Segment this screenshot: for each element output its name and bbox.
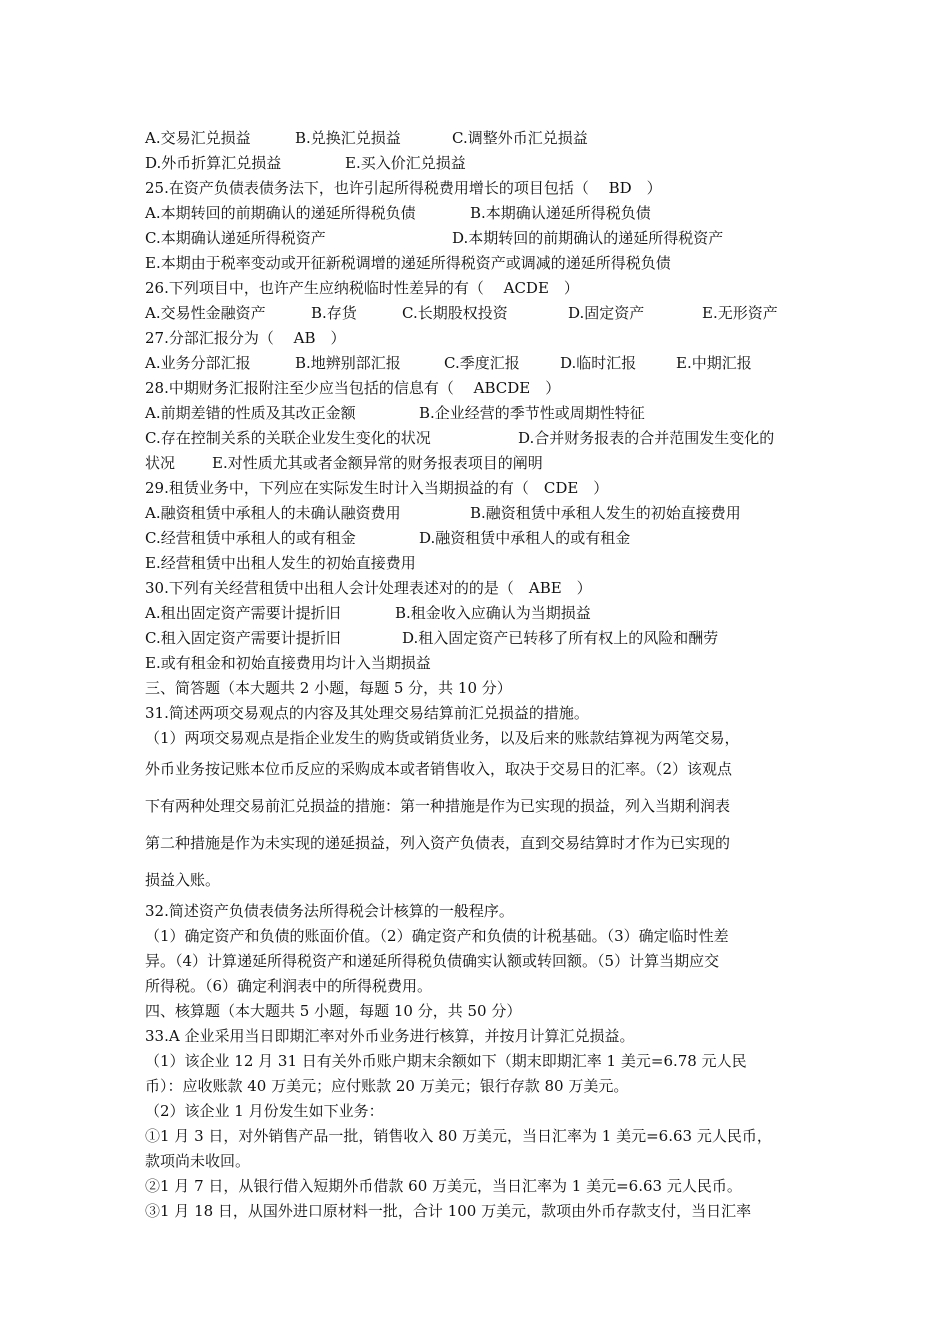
question-text: 30.下列有关经营租赁中出租人会计处理表述对的的是（ ABE ） — [145, 579, 592, 597]
answer-options-line — [145, 526, 815, 551]
option-b: B.地辨别部汇报 — [295, 354, 401, 372]
section-heading — [145, 999, 815, 1024]
option-c: C.长期股权投资 — [402, 304, 508, 322]
option-b: B.企业经营的季节性或周期性特征 — [419, 404, 645, 422]
option-e: E.本期由于税率变动或开征新税调增的递延所得税资产或调减的递延所得税负债 — [145, 254, 671, 272]
question-33 — [145, 1024, 815, 1049]
answer-text: 异。（4）计算递延所得税资产和递延所得税负债确实认额或转回额。（5）计算当期应交 — [145, 952, 720, 970]
option-c: C.本期确认递延所得税资产 — [145, 229, 326, 247]
answer-text: 所得税。（6）确定利润表中的所得税费用。 — [145, 977, 433, 995]
option-c: C.季度汇报 — [444, 354, 520, 372]
option-c: C.经营租赁中承租人的或有租金 — [145, 529, 356, 547]
option-d: D.融资租赁中承租人的或有租金 — [419, 529, 631, 547]
question-text: 27.分部汇报分为（ AB ） — [145, 329, 346, 347]
answer-paragraph-line — [145, 788, 815, 825]
answer-options-line — [145, 401, 815, 426]
question-32 — [145, 899, 815, 924]
option-e: E.对性质尤其或者金额异常的财务报表项目的阐明 — [212, 454, 543, 472]
answer-paragraph-line — [145, 924, 815, 949]
answer-text: 第二种措施是作为未实现的递延损益，列入资产负债表，直到交易结算时才作为已实现的 — [145, 834, 731, 852]
answer-options-line — [145, 451, 815, 476]
answer-paragraph-line — [145, 949, 815, 974]
question-body-line — [145, 1049, 815, 1074]
option-b: B.本期确认递延所得税负债 — [470, 204, 651, 222]
answer-paragraph-line — [145, 825, 815, 862]
question-text: 32.简述资产负债表债务法所得税会计核算的一般程序。 — [145, 902, 514, 920]
option-d: D.租入固定资产已转移了所有权上的风险和酬劳 — [402, 629, 719, 647]
question-text: 25.在资产负债表债务法下，也许引起所得税费用增长的项目包括（ BD ） — [145, 179, 662, 197]
option-b: B.兑换汇兑损益 — [295, 129, 401, 147]
option-c: C.调整外币汇兑损益 — [452, 129, 588, 147]
option-e: E.经营租赁中出租人发生的初始直接费用 — [145, 554, 416, 572]
question-text: 31.简述两项交易观点的内容及其处理交易结算前汇兑损益的措施。 — [145, 704, 589, 722]
option-a: A.本期转回的前期确认的递延所得税负债 — [145, 204, 416, 222]
option-b: B.租金收入应确认为当期损益 — [395, 604, 591, 622]
answer-paragraph-line — [145, 751, 815, 788]
option-d: D.合并财务报表的合并范围发生变化的 — [518, 429, 775, 447]
option-a: A.前期差错的性质及其改正金额 — [145, 404, 356, 422]
answer-text: （1）确定资产和负债的账面价值。（2）确定资产和负债的计税基础。（3）确定临时性差 — [145, 927, 729, 945]
question-body-line — [145, 1174, 815, 1199]
body-text: ②1 月 7 日，从银行借入短期外币借款 60 万美元，当日汇率为 1 美元=6.63 元人民币。 — [145, 1177, 742, 1195]
option-e: E.中期汇报 — [676, 354, 752, 372]
option-a: A.交易性金融资产 — [145, 304, 266, 322]
answer-text: （1）两项交易观点是指企业发生的购货或销货业务，以及后来的账款结算视为两笔交易， — [145, 729, 740, 747]
body-text: （2）该企业 1 月份发生如下业务： — [145, 1102, 384, 1120]
answer-text: 下有两种处理交易前汇兑损益的措施：第一种措施是作为已实现的损益，列入当期利润表 — [145, 797, 731, 815]
answer-paragraph-line — [145, 726, 815, 751]
answer-options-line — [145, 151, 815, 176]
body-text: 币）：应收账款 40 万美元；应付账款 20 万美元；银行存款 80 万美元。 — [145, 1077, 629, 1095]
answer-text: 损益入账。 — [145, 871, 221, 889]
option-e: E.无形资产 — [702, 304, 778, 322]
question-body-line — [145, 1074, 815, 1099]
question-29 — [145, 476, 815, 501]
question-body-line — [145, 1199, 815, 1224]
option-c: C.租入固定资产需要计提折旧 — [145, 629, 341, 647]
document-page — [145, 126, 815, 1224]
option-d: D.本期转回的前期确认的递延所得税资产 — [452, 229, 724, 247]
option-a: A.业务分部汇报 — [145, 354, 251, 372]
question-text: 26.下列项目中，也许产生应纳税临时性差异的有（ ACDE ） — [145, 279, 579, 297]
answer-options-line — [145, 226, 815, 251]
body-text: ③1 月 18 日，从国外进口原材料一批，合计 100 万美元，款项由外币存款支付，当日汇率 — [145, 1202, 752, 1220]
question-28 — [145, 376, 815, 401]
answer-options-line — [145, 551, 815, 576]
question-body-line — [145, 1124, 815, 1149]
section-title: 三、简答题（本大题共 2 小题，每题 5 分，共 10 分） — [145, 679, 512, 697]
answer-options-line — [145, 426, 815, 451]
body-text: 款项尚未收回。 — [145, 1152, 251, 1170]
option-d: D.固定资产 — [568, 304, 645, 322]
body-text: （1）该企业 12 月 31 日有关外币账户期末余额如下（期末即期汇率 1 美元=6.78 元人民 — [145, 1052, 747, 1070]
option-c: C.存在控制关系的关联企业发生变化的状况 — [145, 429, 431, 447]
question-25 — [145, 176, 815, 201]
answer-options-line — [145, 351, 815, 376]
option-d-continued: 状况 — [145, 454, 176, 472]
option-b: B.融资租赁中承租人发生的初始直接费用 — [470, 504, 741, 522]
option-a: A.租出固定资产需要计提折旧 — [145, 604, 341, 622]
answer-options-line — [145, 601, 815, 626]
answer-text: 外币业务按记账本位币反应的采购成本或者销售收入，取决于交易日的汇率。（2）该观点 — [145, 760, 733, 778]
answer-options-line — [145, 251, 815, 276]
body-text: ①1 月 3 日，对外销售产品一批，销售收入 80 万美元，当日汇率为 1 美元=6.63 元人民币， — [145, 1127, 772, 1145]
option-a: A.交易汇兑损益 — [145, 129, 251, 147]
answer-options-line — [145, 201, 815, 226]
question-body-line — [145, 1149, 815, 1174]
answer-paragraph-line — [145, 862, 815, 899]
section-title: 四、核算题（本大题共 5 小题，每题 10 分，共 50 分） — [145, 1002, 522, 1020]
question-text: 29.租赁业务中，下列应在实际发生时计入当期损益的有（ CDE ） — [145, 479, 609, 497]
section-heading — [145, 676, 815, 701]
question-31 — [145, 701, 815, 726]
answer-options-line — [145, 126, 815, 151]
option-d: D.外币折算汇兑损益 — [145, 154, 282, 172]
question-30 — [145, 576, 815, 601]
option-a: A.融资租赁中承租人的未确认融资费用 — [145, 504, 401, 522]
option-b: B.存货 — [311, 304, 357, 322]
question-text: 33.A 企业采用当日即期汇率对外币业务进行核算，并按月计算汇兑损益。 — [145, 1027, 635, 1045]
answer-options-line — [145, 501, 815, 526]
answer-paragraph-line — [145, 974, 815, 999]
option-e: E.或有租金和初始直接费用均计入当期损益 — [145, 654, 431, 672]
option-e: E.买入价汇兑损益 — [345, 154, 466, 172]
question-26 — [145, 276, 815, 301]
answer-options-line — [145, 301, 815, 326]
question-27 — [145, 326, 815, 351]
option-d: D.临时汇报 — [560, 354, 637, 372]
question-body-line — [145, 1099, 815, 1124]
question-text: 28.中期财务汇报附注至少应当包括的信息有（ ABCDE ） — [145, 379, 561, 397]
answer-options-line — [145, 626, 815, 651]
answer-options-line — [145, 651, 815, 676]
